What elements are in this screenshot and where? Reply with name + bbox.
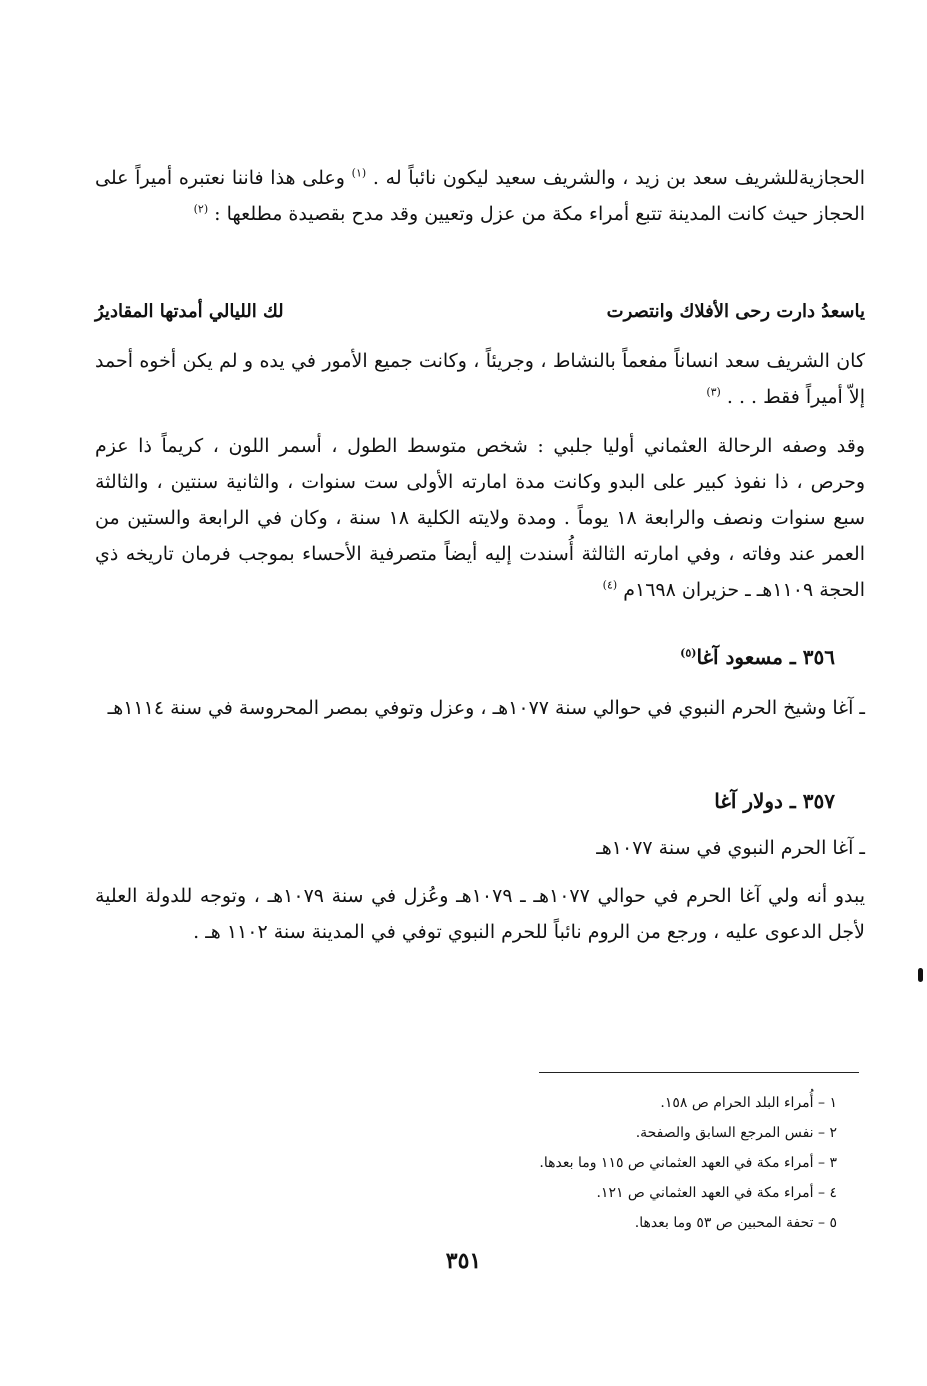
footnote-ref-5: (٥): [680, 646, 697, 660]
paragraph-saad-character: [95, 343, 865, 415]
footnote-item: ٤ – أمراء مكة في العهد العثماني ص ١٢١.: [596, 1185, 837, 1201]
paragraph-text: كان الشريف سعد انساناً مفعماً بالنشاط ، وجريئاً ، وكانت جميع الأمور في يده و لم يكن أخوه أحمد إلاّ أميراً فقط . . .: [95, 350, 865, 408]
footnote-ref-2: (٢): [193, 202, 209, 216]
footnote-item: ٥ – تحفة المحبين ص ٥٣ وما بعدها.: [634, 1215, 837, 1231]
footnote-divider: [539, 1072, 859, 1073]
paragraph-text: ـ آغا الحرم النبوي في سنة ١٠٧٧هـ: [596, 837, 865, 859]
footnote-ref-1: (١): [351, 166, 367, 180]
footnote-ref-4: (٤): [602, 578, 618, 592]
paragraph-dolar-agha-intro: [95, 830, 865, 866]
footnote-item: ١ – أُمراء البلد الحرام ص ١٥٨.: [660, 1095, 837, 1111]
entry-title: ٣٥٧ ـ دولار آغا: [714, 789, 835, 813]
paragraph-text: وقد وصفه الرحالة العثماني أوليا جلبي : شخص متوسط الطول ، أسمر اللون ، كريماً ذا عزم وحرص ، ذا نفوذ كبير على البدو وكانت مدة امارته الأولى ست سنوات ، والثانية سنتين ، والثالثة سبع سنوات ونصف والرابعة ١٨ يوماً . ومدة ولايته الكلية ١٨ سنة ، وكان في الرابعة والستين من العمر عند وفاته ، وفي امارته الثالثة أُسندت إليه أيضاً متصرفية الأحساء بموجب فرمان تاريخه ذي الحجة ١١٠٩هـ ـ حزيران ١٦٩٨م: [95, 435, 865, 601]
entry-heading-357: [714, 784, 835, 818]
paragraph-evliya-description: [95, 428, 865, 608]
entry-heading-356: [680, 640, 835, 674]
paragraph-text: الحجازيةللشريف سعد بن زيد ، والشريف سعيد ليكون نائباً له .: [372, 167, 865, 189]
paragraph-dolar-agha-details: [95, 878, 865, 950]
footnote-item: ٢ – نفس المرجع السابق والصفحة.: [635, 1125, 837, 1141]
margin-mark: [918, 968, 923, 982]
paragraph-masud-agha: [95, 690, 865, 726]
paragraph-saad-appointment: [95, 160, 865, 232]
page-number: ٣٥١: [445, 1248, 482, 1274]
verse-second-hemistich: لك الليالي أمدتها المقاديرُ: [95, 301, 284, 322]
paragraph-text: ـ آغا وشيخ الحرم النبوي في حوالي سنة ١٠٧٧هـ ، وعزل وتوفي بمصر المحروسة في سنة ١١١٤هـ: [107, 697, 865, 719]
paragraph-text: وعلى هذا فاننا نعتبره أميراً على الحجاز حيث كانت المدينة تتبع أمراء مكة من عزل وتعيين وقد مدح بقصيدة مطلعها :: [95, 167, 865, 225]
paragraph-text: يبدو أنه ولي آغا الحرم في حوالي ١٠٧٧هـ ـ ١٠٧٩هـ وعُزل في سنة ١٠٧٩هـ ، وتوجه للدولة العلية لأجل الدعوى عليه ، ورجع من الروم نائباً للحرم النبوي توفي في المدينة سنة ١١٠٢ هـ .: [95, 885, 866, 943]
footnotes-list: [457, 1088, 837, 1238]
poem-verse: [95, 297, 865, 327]
verse-first-hemistich: ياسعدُ دارت رحى الأفلاك وانتصرت: [606, 301, 865, 322]
footnote-item: ٣ – أمراء مكة في العهد العثماني ص ١١٥ وما بعدها.: [539, 1155, 837, 1171]
footnote-ref-3: (٣): [706, 385, 721, 399]
entry-title: ٣٥٦ ـ مسعود آغا: [696, 645, 835, 669]
